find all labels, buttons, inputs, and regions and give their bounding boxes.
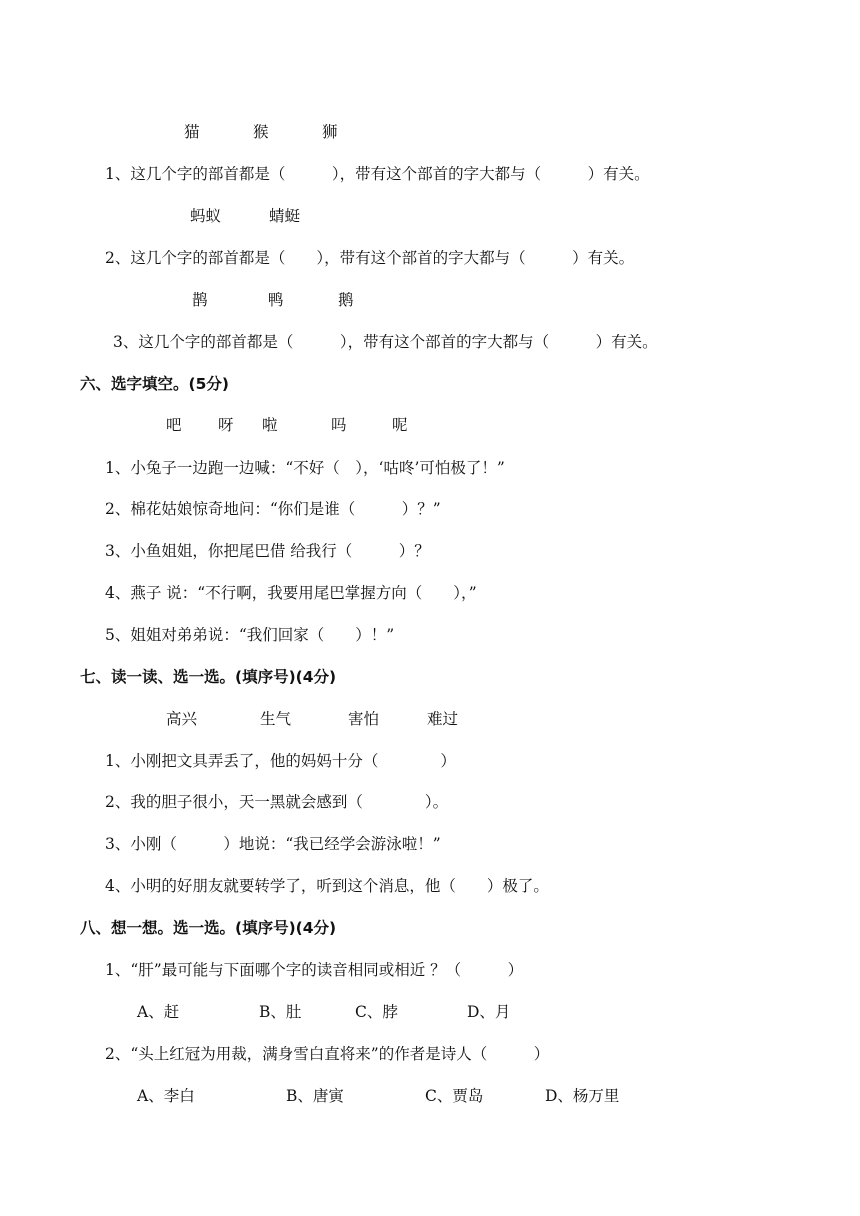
word-option: 吧 [166, 416, 182, 434]
question-line: 4、燕子 说：“不行啊，我要用尾巴掌握方向（ ），” [105, 584, 477, 602]
question-line: 3、小鱼姐姐，你把尾巴借 给我行（ ）？ [105, 542, 430, 560]
choice-option: C、脖 [355, 1003, 398, 1021]
word-option: 难过 [427, 710, 459, 728]
question-line: 1、这几个字的部首都是（ ），带有这个部首的字大都与（ ）有关。 [105, 165, 650, 183]
word-option: 啦 [262, 416, 278, 434]
choice-option: B、肚 [259, 1003, 302, 1021]
char-option: 蚂蚁 [190, 207, 222, 225]
choice-option: A、李白 [137, 1087, 195, 1105]
section-heading: 八、想一想。选一选。(填序号)(4分) [80, 919, 337, 937]
word-option: 呢 [392, 416, 408, 434]
word-option: 吗 [331, 416, 347, 434]
question-line: 2、棉花姑娘惊奇地问：“你们是谁（ ）？” [105, 500, 441, 518]
question-line: 1、小刚把文具弄丢了，他的妈妈十分（ ） [105, 752, 456, 770]
word-option: 高兴 [166, 710, 198, 728]
question-line: 5、姐姐对弟弟说：“我们回家（ ）！” [105, 626, 395, 644]
question-line: 3、小刚（ ）地说：“我已经学会游泳啦！” [105, 835, 441, 853]
question-line: 2、我的胆子很小，天一黑就会感到（ ）。 [105, 793, 449, 811]
question-line: 1、“肝”最可能与下面哪个字的读音相同或相近 ？（ ） [105, 961, 524, 979]
section-heading: 七、读一读、选一选。(填序号)(4分) [80, 668, 337, 686]
choice-option: B、唐寅 [286, 1087, 344, 1105]
word-option: 生气 [260, 710, 292, 728]
question-line: 2、这几个字的部首都是（ ），带有这个部首的字大都与（ ）有关。 [105, 249, 635, 267]
section-heading: 六、选字填空。(5分) [80, 375, 229, 393]
char-option: 猴 [253, 123, 269, 141]
char-option: 鸭 [268, 291, 284, 309]
char-option: 鹅 [338, 291, 354, 309]
char-option: 狮 [322, 123, 338, 141]
word-option: 呀 [218, 416, 234, 434]
question-line: 3、这几个字的部首都是（ ），带有这个部首的字大都与（ ）有关。 [113, 333, 658, 351]
char-option: 鹊 [192, 291, 208, 309]
question-line: 4、小明的好朋友就要转学了，听到这个消息，他（ ）极了。 [105, 877, 549, 895]
choice-option: C、贾岛 [425, 1087, 484, 1105]
char-option: 蜻蜓 [269, 207, 301, 225]
word-option: 害怕 [348, 710, 380, 728]
choice-option: D、月 [467, 1003, 511, 1021]
char-option: 猫 [184, 123, 200, 141]
question-line: 2、“头上红冠为用裁，满身雪白直将来”的作者是诗人（ ） [105, 1045, 550, 1063]
choice-option: A、赶 [137, 1003, 180, 1021]
question-line: 1、小兔子一边跑一边喊：“不好（ ），‘咕咚’可怕极了！” [105, 459, 505, 477]
choice-option: D、杨万里 [545, 1087, 620, 1105]
